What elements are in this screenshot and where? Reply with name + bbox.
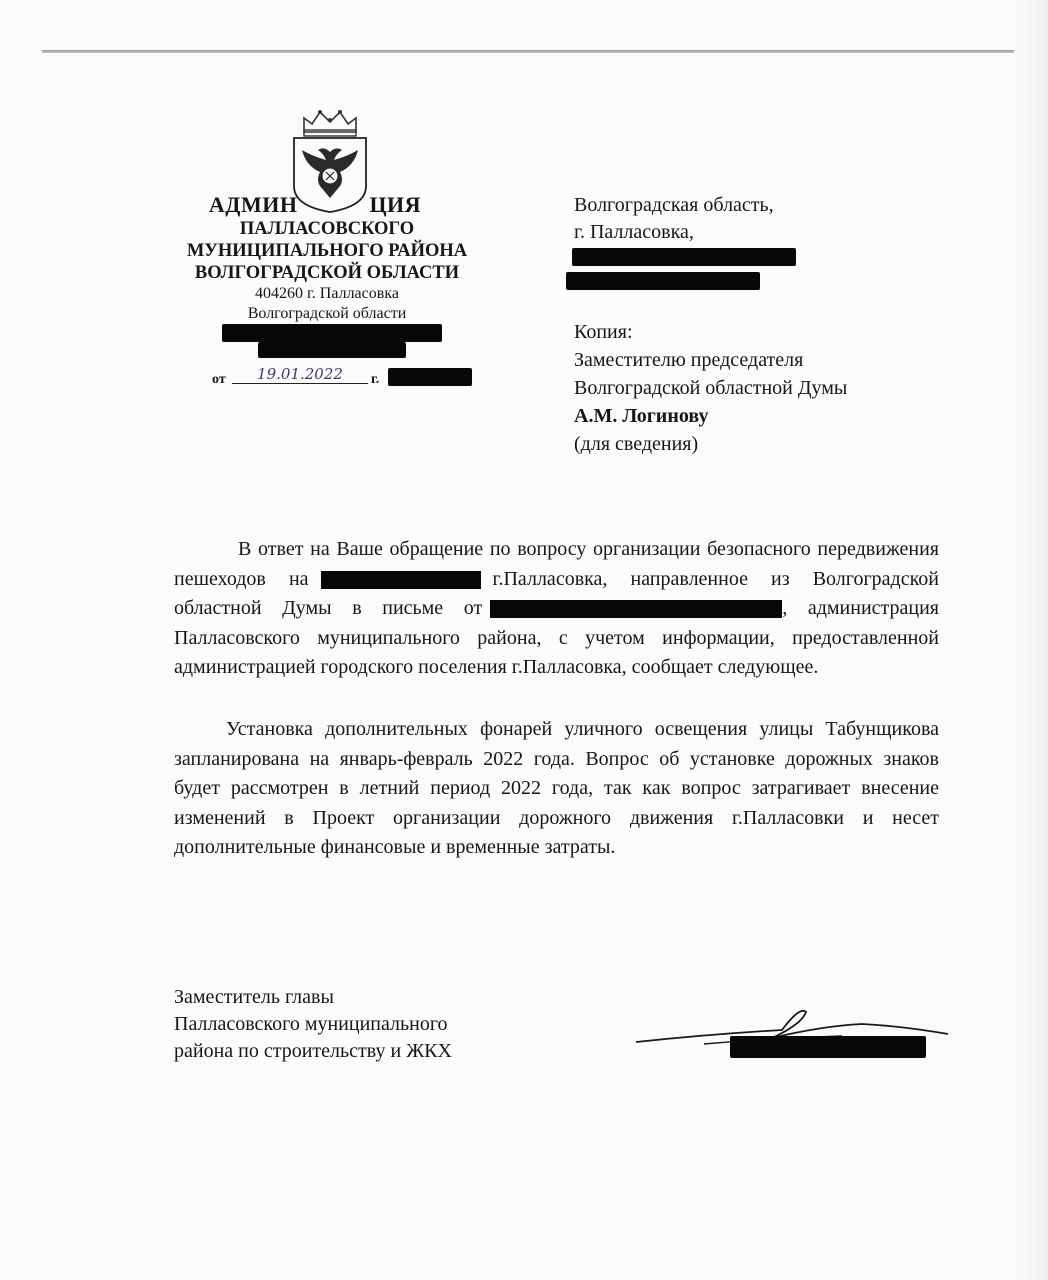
body-text: В ответ на Ваше обращение по вопросу организации безопасного передвижения пешеходов на [174,538,939,590]
redacted-block [388,368,472,386]
redacted-inline [321,571,481,589]
body-paragraph-1 [174,535,939,683]
body-paragraph-2 [174,715,939,863]
body-text: , администрация Палласовского муниципального района, с учетом информации, предоставленной администрацией городского поселения г.Палласовка, сообщает следующее. [174,597,939,678]
body-text: Установка дополнительных фонарей уличного освещения улицы Табунщикова запланирована на январь-февраль 2022 года. Вопрос об установке дорожных знаков будет рассмотрен в летний период 2022 года, так как вопрос затрагивает внесение изменений в Проект организации дорожного движения г.Палласовки и несет дополнительные финансовые и временные затраты. [174,718,939,858]
signatory-line2: Палласовского муниципального [174,1013,448,1035]
copy-note: (для сведения) [574,433,699,455]
signatory-line3: района по строительству и ЖКХ [174,1040,452,1062]
signatory-block [174,984,452,1065]
redacted-block [258,342,406,358]
copy-label: Копия: [574,321,633,343]
scan-edge-line [42,50,1014,53]
from-label: от [212,372,226,387]
recipient-line2: г. Палласовка, [574,221,694,243]
letter-date: 19.01.2022 [232,365,368,384]
redacted-block [572,248,796,266]
redacted-block [222,324,442,342]
copy-recipient [574,318,847,458]
copy-name: А.М. Логинову [574,405,709,427]
number-label: г. [371,372,380,387]
recipient-address [574,192,774,246]
org-name-line3: МУНИЦИПАЛЬНОГО РАЙОНА [186,241,468,261]
org-name-line1: АДМИН ЦИЯ [208,192,422,217]
redacted-block [566,272,760,290]
recipient-line1: Волгоградская область, [574,194,774,216]
org-name-line2: ПАЛЛАСОВСКОГО [239,219,415,239]
body-text: г.Палласовка, направленное из Волгоградской областной Думы в письме от [174,567,939,619]
copy-line2: Волгоградской областной Думы [574,377,848,399]
redacted-block [730,1036,926,1058]
copy-line1: Заместителю председателя [574,349,804,371]
org-name-line4: ВОЛГОГРАДСКОЙ ОБЛАСТИ [194,263,460,283]
redacted-inline [490,600,782,618]
signatory-line1: Заместитель главы [174,986,334,1008]
scan-shadow [1018,0,1048,1280]
org-address-line1: 404260 г. Палласовка [255,285,399,302]
org-address-line2: Волгоградской области [247,305,407,322]
